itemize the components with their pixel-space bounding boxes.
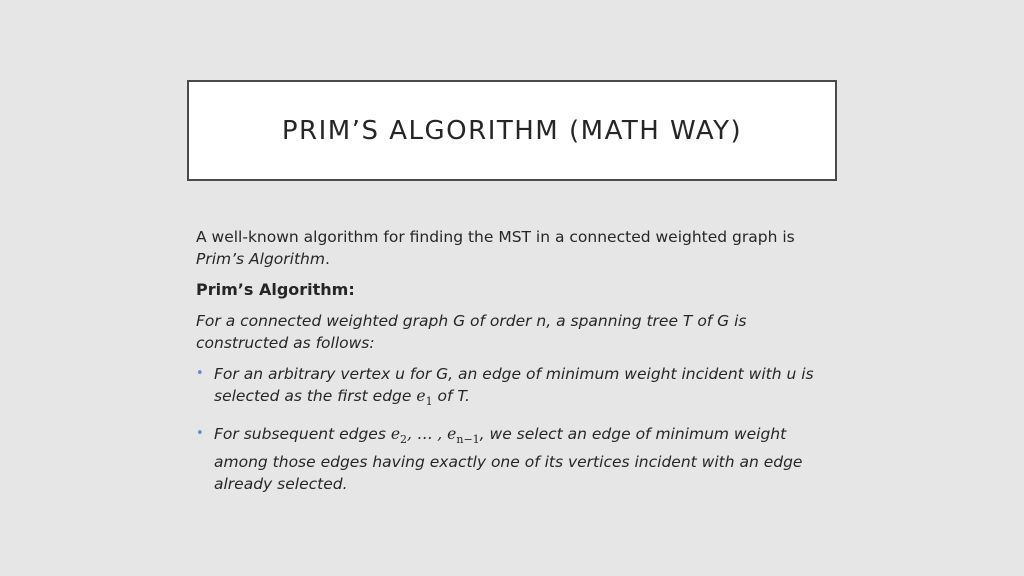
bullet-1-math: $e_1$ [416, 387, 433, 409]
bullet-list [196, 363, 832, 495]
bullet-icon: • [196, 426, 204, 442]
bullet-item-2 [196, 423, 832, 495]
bullet-2-after: , we select an edge of minimum weight among those edges having exactly one of its vertices incident with an edge already selected. [214, 425, 803, 494]
slide-content [196, 226, 832, 505]
bullet-2-text: For subsequent edges [214, 425, 386, 444]
bullet-1-after: of T. [432, 387, 470, 405]
bullet-item-1 [196, 363, 832, 413]
bullet-2-math: $e_2$, … , $e_{n-1}$ [390, 425, 480, 447]
bullet-icon: • [196, 366, 204, 381]
definition-text: For a connected weighted graph G of order n, a spanning tree T of G is constructed as follows: [196, 312, 747, 352]
intro-paragraph [196, 226, 832, 270]
slide-title: PRIM’S ALGORITHM (MATH WAY) [281, 115, 743, 146]
title-box [187, 80, 837, 181]
intro-text: A well-known algorithm for finding the MST in a connected weighted graph is [196, 228, 795, 246]
intro-italic: Prim’s Algorithm [196, 250, 325, 268]
bullet-1-text: For an arbitrary vertex u for G, an edge of minimum weight incident with u is selected as the first edge [214, 365, 814, 405]
intro-end: . [324, 250, 330, 268]
algorithm-heading: Prim’s Algorithm: [196, 280, 355, 299]
